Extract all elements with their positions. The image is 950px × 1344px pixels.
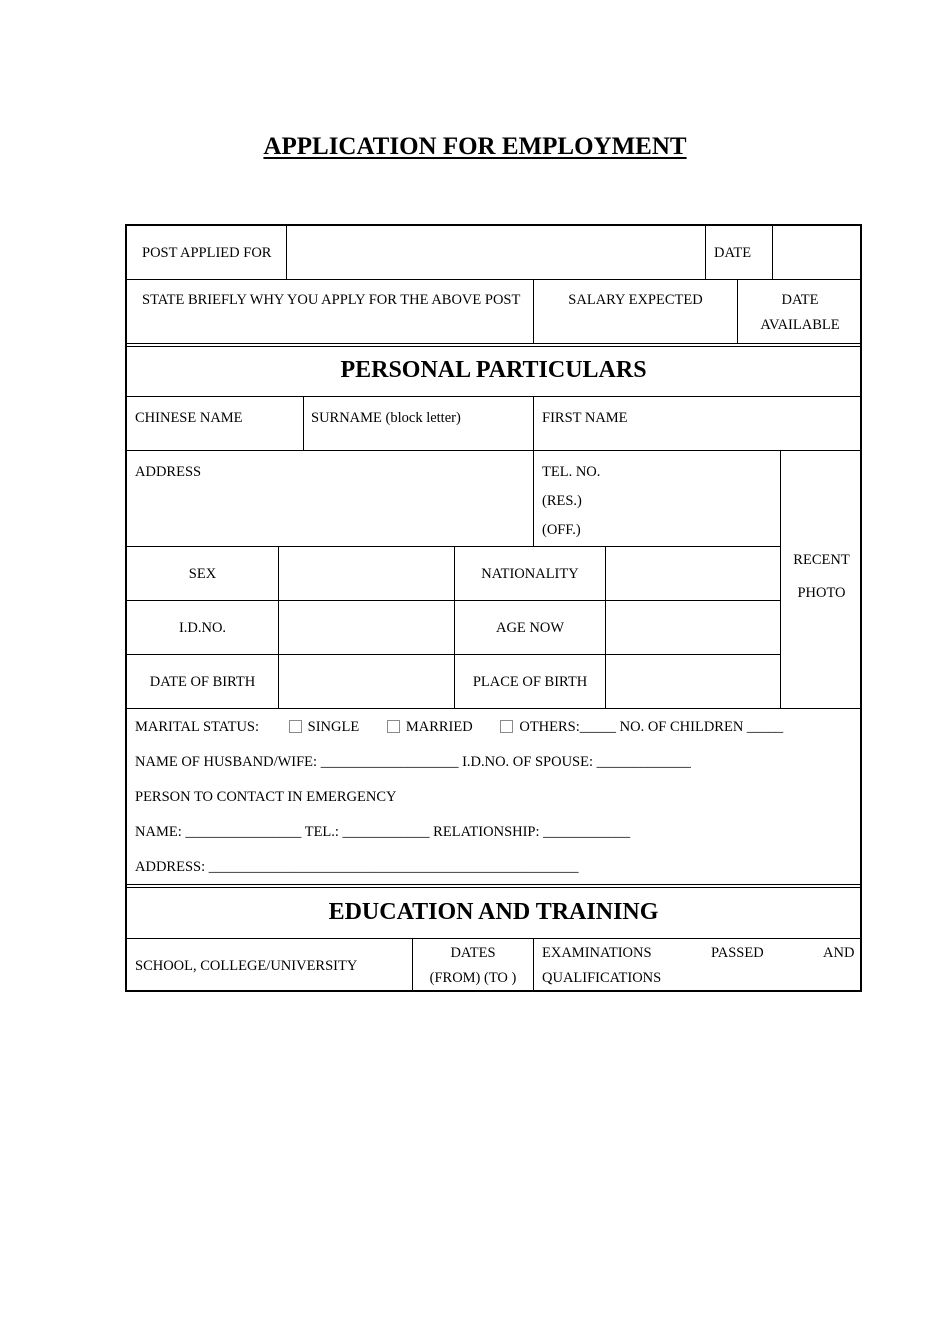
exam-label-1: EXAMINATIONS — [542, 945, 652, 961]
date-field[interactable] — [773, 226, 862, 279]
divider — [127, 708, 862, 709]
state-briefly-label: STATE BRIEFLY WHY YOU APPLY FOR THE ABOVE POST — [142, 292, 521, 308]
first-name-label: FIRST NAME — [542, 410, 628, 426]
divider — [127, 938, 862, 939]
education-heading: EDUCATION AND TRAINING — [328, 899, 659, 925]
divider — [127, 654, 780, 655]
divider — [278, 547, 279, 709]
divider — [533, 397, 534, 450]
nationality-label: NATIONALITY — [481, 566, 579, 582]
double-divider — [127, 343, 860, 347]
salary-expected-label: SALARY EXPECTED — [568, 292, 703, 308]
marital-status-label: MARITAL STATUS: — [135, 719, 260, 735]
date-label: DATE — [714, 245, 752, 261]
married-label: MARRIED — [405, 719, 473, 735]
recent-photo-label-2: PHOTO — [797, 585, 846, 601]
spouse-line: NAME OF HUSBAND/WIFE: ___________________ I.D.NO. OF SPOUSE: _____________ — [135, 754, 691, 770]
exam-label-2: PASSED — [711, 945, 764, 961]
date-of-birth-label: DATE OF BIRTH — [149, 674, 256, 690]
marital-status-line — [135, 719, 783, 736]
personal-particulars-heading: PERSONAL PARTICULARS — [340, 357, 647, 383]
divider — [533, 280, 534, 344]
single-label: SINGLE — [307, 719, 360, 735]
tel-no-label: TEL. NO. — [542, 464, 601, 480]
divider — [303, 397, 304, 450]
emergency-address-line: ADDRESS: ___________________________________________________ — [135, 859, 579, 875]
double-divider — [127, 884, 860, 888]
single-checkbox[interactable] — [289, 720, 302, 733]
date-available-label: DATE — [781, 292, 819, 308]
id-no-label: I.D.NO. — [178, 620, 227, 636]
post-applied-for-label: POST APPLIED FOR — [142, 245, 272, 261]
sex-label: SEX — [188, 566, 217, 582]
place-of-birth-label: PLACE OF BIRTH — [472, 674, 588, 690]
from-to-label: (FROM) (TO ) — [429, 970, 517, 986]
page-title: APPLICATION FOR EMPLOYMENT — [263, 133, 687, 160]
chinese-name-label: CHINESE NAME — [135, 410, 243, 426]
address-label: ADDRESS — [135, 464, 202, 480]
post-applied-for-field[interactable] — [287, 226, 705, 279]
divider — [705, 226, 706, 279]
married-checkbox[interactable] — [387, 720, 400, 733]
divider — [127, 600, 780, 601]
emergency-label: PERSON TO CONTACT IN EMERGENCY — [135, 789, 397, 805]
tel-res-label: (RES.) — [542, 493, 582, 509]
qualifications-label: QUALIFICATIONS — [542, 970, 662, 986]
surname-label: SURNAME (block letter) — [311, 410, 461, 426]
exam-label-3: AND — [823, 945, 855, 961]
others-label: OTHERS:_____ NO. OF CHILDREN _____ — [519, 719, 784, 735]
divider — [737, 280, 738, 344]
divider — [533, 939, 534, 992]
divider — [127, 396, 862, 397]
divider — [127, 450, 862, 451]
age-now-label: AGE NOW — [495, 620, 565, 636]
school-label: SCHOOL, COLLEGE/UNIVERSITY — [135, 958, 358, 974]
divider — [127, 279, 862, 280]
tel-off-label: (OFF.) — [542, 522, 581, 538]
others-checkbox[interactable] — [500, 720, 513, 733]
date-available-label-2: AVAILABLE — [760, 317, 840, 333]
divider — [533, 451, 534, 546]
dates-label: DATES — [450, 945, 496, 961]
application-form — [125, 224, 862, 992]
recent-photo-label: RECENT — [793, 552, 850, 568]
photo-divider — [780, 451, 781, 709]
divider — [605, 547, 606, 709]
emergency-contact-line: NAME: ________________ TEL.: ____________ RELATIONSHIP: ____________ — [135, 824, 631, 840]
